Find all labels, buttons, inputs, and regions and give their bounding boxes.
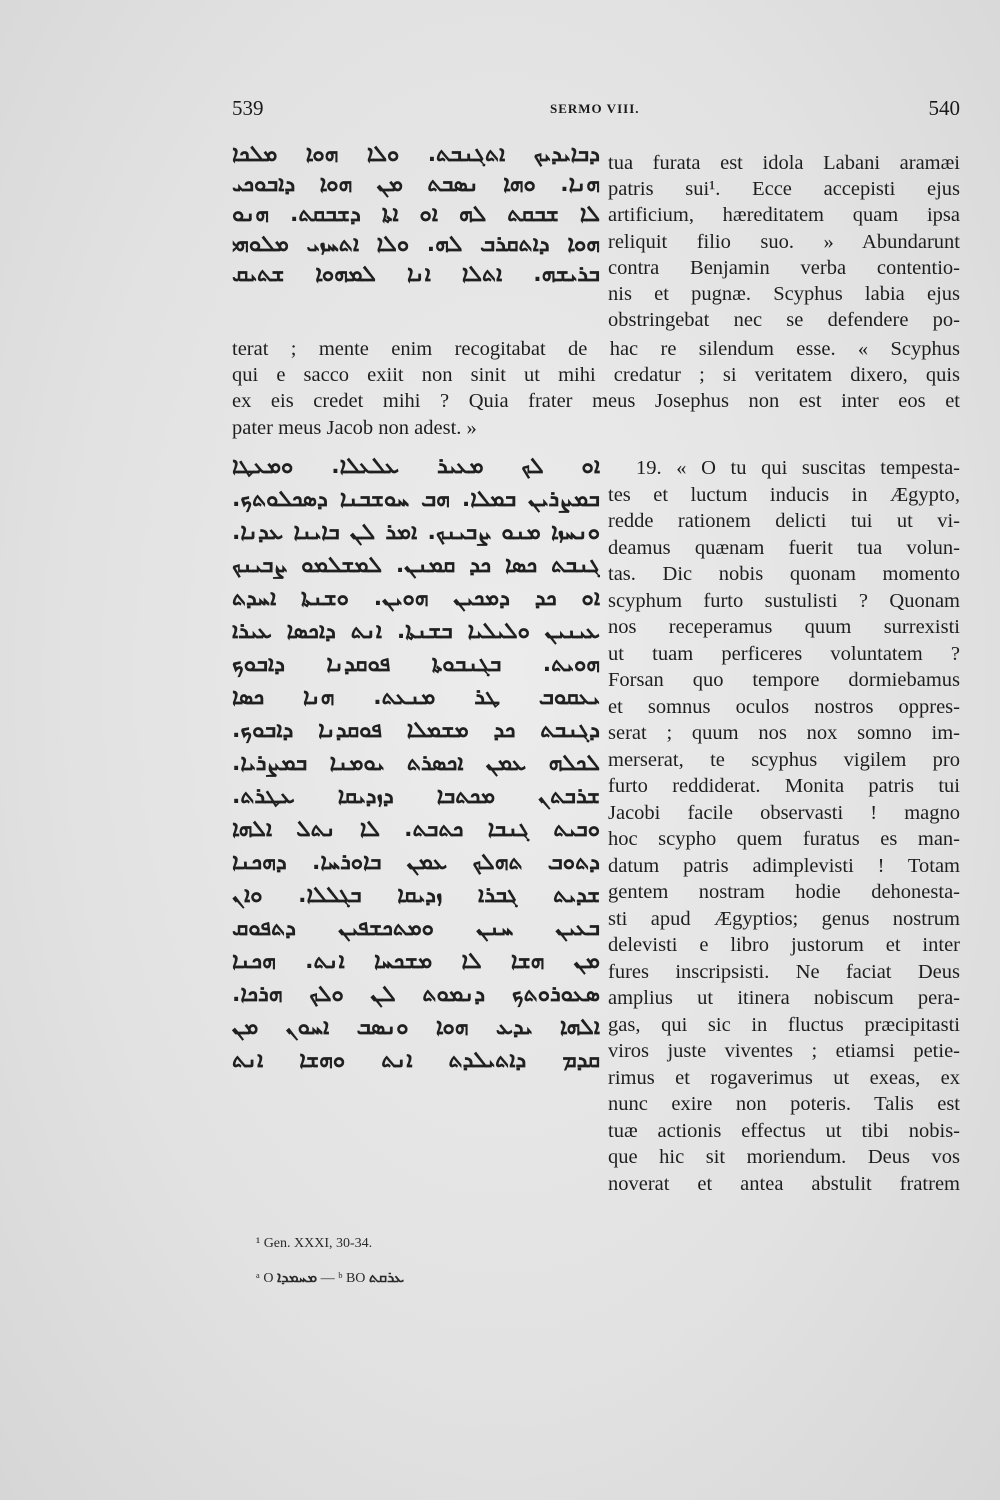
- syriac-line: ܥܝܢܝܢ ܘܠܝܠܝܐ ܒܫܢܬܐ. ܐܢܬ ܕܐܟܣܐ ܥܝܪܐ: [232, 619, 600, 644]
- latin-line: viros juste viventes ; etiamsi petie-: [608, 1040, 960, 1062]
- latin-line: tes et luctum inducis in Ægypto,: [608, 483, 960, 506]
- paragraph-start: 19. « O tu qui suscitas tempesta-: [636, 457, 960, 479]
- page-number-right: 540: [928, 96, 960, 120]
- page-number-left: 539: [232, 96, 264, 120]
- syriac-line: ܒܡܨܪܝܢ ܒܡܠܐ. ܗܒ ܚܘܫܒܢܐ ܕܣܟܠܘܬܟ.: [232, 487, 600, 512]
- syriac-line: ܐܠܗܐ ܝܕܥ ܗܘܐ ܘܢܣܒ ܐܚܘܢ ܡܢ: [232, 1015, 600, 1040]
- latin-line: nunc exire non poteris. Talis est: [608, 1093, 960, 1115]
- variant-b-syriac: ܥܪܩܬ: [368, 1268, 405, 1286]
- syriac-line: ܡܢ ܗܫܐ ܠܐ ܡܫܟܚܐ ܐܢܬ. ܗܟܢܐ: [232, 949, 600, 974]
- syriac-line: ܩܕܡ ܕܐܬܝܠܕܬ ܐܢܬ ܘܗܫܐ ܐܢܬ: [232, 1048, 600, 1073]
- syriac-line: ܫܕܝܬ ܓܒܪܐ ܙܕܝܩܐ ܒܓܠܠܐ. ܘܐܢ: [232, 883, 600, 908]
- syriac-line: ܕܒܐܝܕܝܟ ܐܬܓܢܒܬ. ܘܠܐ ܗܘܐ ܡܠܟܐ: [232, 142, 600, 167]
- latin-line: gas, qui sic in fluctus præcipitasti: [608, 1013, 960, 1036]
- syriac-line: ܠܐ ܫܒܩܬ ܠܗ ܐܘ ܐܬܐ ܕܫܒܩܬ. ܗܢܘ: [232, 202, 600, 227]
- latin-line: ex eis credet mihi ? Quia frater meus Josephus non est inter eos et: [232, 390, 960, 413]
- latin-top-column: [608, 150, 960, 333]
- latin-line: noverat et antea abstulit fratrem: [608, 1172, 960, 1195]
- latin-line: tua furata est idola Labani aramæi: [608, 152, 960, 174]
- latin-line: que hic sit moriendum. Deus vos: [608, 1146, 960, 1168]
- latin-full-width-block: [232, 336, 960, 441]
- syriac-line: ܫܪܒܬܢ ܡܟܬܒܐ ܕܙܕܝܩܐ ܥܛܪܬ.: [232, 784, 600, 809]
- latin-line: merserat, te scyphus vigilem pro: [608, 748, 960, 771]
- latin-line: deamus quænam fuerit tua volun-: [608, 536, 960, 559]
- syriac-line: ܕܬܘܒ ܬܗܠܟ ܥܡܢ ܒܐܘܪܚܐ. ܕܗܟܢܐ: [232, 850, 600, 875]
- latin-line: nos receperamus quum surrexisti: [608, 616, 960, 638]
- latin-line: patris sui¹. Ecce accepisti ejus: [608, 178, 960, 201]
- syriac-line: ܣܥܘܪܘܬܟ ܕܢܡܘܬ ܠܢ ܘܠܟ ܗܪܟܐ.: [232, 982, 600, 1007]
- syriac-line: ܘܒܝܬ ܓܢܒܐ ܟܬܒܬ. ܠܐ ܢܬܠ ܐܠܗܐ: [232, 817, 600, 842]
- latin-line: scyphum furto sustulisti ? Quonam: [608, 589, 960, 612]
- latin-line: delevisti e libro justorum et inter: [608, 934, 960, 956]
- variant-separator: — ᵇ BO: [320, 1271, 366, 1286]
- latin-line: Forsan quo tempore dormiebamus: [608, 669, 960, 691]
- variant-a-label: ᵃ O: [256, 1271, 274, 1286]
- syriac-line: ܐܘ ܠܟ ܡܥܝܪ ܥܠܥܠܐ. ܘܡܥܛܐ: [232, 454, 600, 479]
- latin-line: furto reddiderat. Monita patris tui: [608, 775, 960, 797]
- syriac-line: ܝܥܩܘܒ ܛܪ ܡܢܥܬ. ܗܢܐ ܟܣܐ: [232, 685, 600, 710]
- syriac-line: ܘܢܚܙܐ ܡܢܘ ܨܒܝܢܟ. ܐܡܪ ܠܢ ܒܐܝܢܐ ܥܕܢܐ.: [232, 520, 600, 545]
- latin-line: obstringebat nec se defendere po-: [608, 309, 960, 332]
- footnote-variants: [256, 1268, 404, 1287]
- latin-line: ut tuam perficeres voluntatem ?: [608, 642, 960, 665]
- footnote-reference: ¹ Gen. XXXI, 30-34.: [256, 1236, 373, 1251]
- latin-line: hoc scypho quem furatus es man-: [608, 828, 960, 850]
- latin-line: amplius ut itinera nobiscum pera-: [608, 987, 960, 1009]
- latin-line: reliquit filio suo. » Abundarunt: [608, 230, 960, 253]
- syriac-line: ܗܘܐ ܕܐܬܩܪܒ ܠܗ. ܘܠܐ ܐܬܚܙܝ ܡܠܘܗܝ: [232, 232, 600, 257]
- latin-line: tuæ actionis effectus ut tibi nobis-: [608, 1119, 960, 1142]
- syriac-line: ܓܢܒܬ ܟܣܐ ܟܕ ܩܡܢܢ. ܠܡܫܠܡܘ ܨܒܝܢܟ: [232, 553, 600, 578]
- latin-line: contra Benjamin verba contentio-: [608, 256, 960, 279]
- latin-line: rimus et rogaverimus ut exeas, ex: [608, 1066, 960, 1089]
- syriac-line: ܗܢܐ. ܘܗܐ ܢܣܒܬ ܡܢ ܗܘܐ ܕܐܒܘܟܝ: [232, 172, 600, 197]
- latin-line: Jacobi facile observasti ! magno: [608, 801, 960, 824]
- latin-bottom-column: [608, 455, 960, 1197]
- latin-line: sti apud Ægyptios; genus nostrum: [608, 907, 960, 930]
- latin-line: datum patris adimplevisti ! Totam: [608, 854, 960, 877]
- syriac-line: ܒܪܝܫܗ. ܐܬܠܐ ܐܢܐ ܠܡܗܘܐ ܫܬܝܩ: [232, 262, 600, 287]
- syriac-line: ܠܟܠܗ ܥܡܢ ܐܟܣܪܬ ܝܘܡܢܐ ܒܡܨܪܝܐ.: [232, 751, 600, 776]
- latin-line: redde rationem delicti tui ut vi-: [608, 510, 960, 532]
- latin-line: serat ; quum nos nox somno im-: [608, 722, 960, 744]
- latin-line: fures inscripsisti. Ne faciat Deus: [608, 960, 960, 983]
- syriac-line: ܕܓܢܒܬ ܟܕ ܡܫܡܠܐ ܦܘܩܕܢܐ ܕܐܒܘܟ.: [232, 718, 600, 743]
- syriac-line: ܗܘܝܬ. ܒܓܢܒܘܬܐ ܦܘܩܕܢܐ ܕܐܒܘܟ: [232, 652, 600, 677]
- latin-line: gentem nostram hodie dehonesta-: [608, 881, 960, 903]
- syriac-line: ܒܥܝܢ ܚܢܢ ܘܡܬܟܫܦܝܢ ܕܬܦܘܩ: [232, 916, 600, 941]
- latin-line: tas. Dic nobis quonam momento: [608, 563, 960, 585]
- syriac-line: ܐܘ ܟܕ ܕܡܟܝܢ ܗܘܝܢ. ܘܫܢܬܐ ܐܚܕܬ: [232, 586, 600, 611]
- latin-line: artificium, hæreditatem quam ipsa: [608, 204, 960, 227]
- running-title: SERMO VIII.: [550, 101, 640, 116]
- latin-line: qui e sacco exiit non sinit ut mihi credatur ; si veritatem dixero, quis: [232, 364, 960, 387]
- latin-line: pater meus Jacob non adest. »: [232, 416, 477, 439]
- page-header: [232, 96, 960, 126]
- latin-line: et somnus oculos nostros oppres-: [608, 695, 960, 718]
- latin-line: nis et pugnæ. Scyphus labia ejus: [608, 283, 960, 306]
- variant-a-syriac: ܡܚܡܕܐ: [276, 1268, 318, 1286]
- latin-line: terat ; mente enim recogitabat de hac re silendum esse. « Scyphus: [232, 338, 960, 360]
